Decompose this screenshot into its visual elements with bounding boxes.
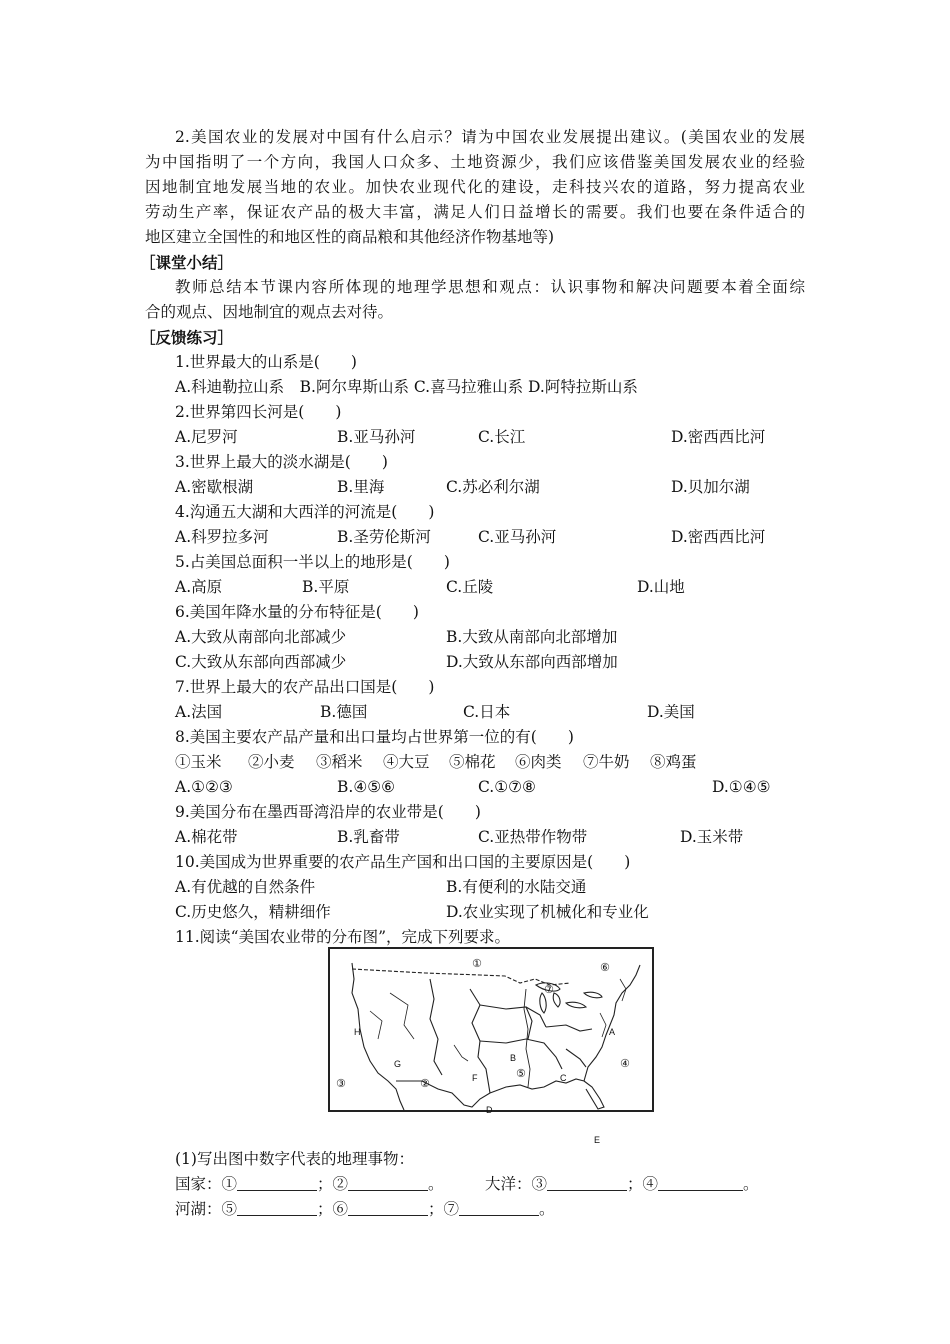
question-6-option-a: A.大致从南部向北部减少 xyxy=(175,628,347,646)
map-label-e: E xyxy=(594,1135,601,1145)
end-2: 。 xyxy=(428,1175,444,1193)
fill-row-oceans xyxy=(485,1172,759,1197)
question-4-option-a: A.科罗拉多河 xyxy=(175,528,269,546)
blank-1[interactable] xyxy=(237,1174,317,1191)
river-label: 河湖：⑤ xyxy=(175,1200,238,1218)
question-1-options: A.科迪勒拉山系 B.阿尔卑斯山系 C.喜马拉雅山系 D.阿特拉斯山系 xyxy=(175,378,638,396)
question-10-option-b: B.有便利的水陆交通 xyxy=(446,878,587,896)
question-2-option-c: C.长江 xyxy=(478,428,526,446)
question-7-option-b: B.德国 xyxy=(320,703,368,721)
question-8-item-1: ①玉米 xyxy=(175,753,222,771)
map-outline-svg xyxy=(330,949,652,1145)
question-4-stem: 4.沟通五大湖和大西洋的河流是( ) xyxy=(175,503,435,521)
blank-3[interactable] xyxy=(547,1174,627,1191)
question-6-option-d: D.大致从东部向西部增加 xyxy=(446,653,618,671)
question-9-option-b: B.乳畜带 xyxy=(337,828,400,846)
map-label-g: G xyxy=(394,1059,402,1069)
question-4-option-b: B.圣劳伦斯河 xyxy=(337,528,431,546)
summary-line-2: 合的观点、因地制宜的观点去对待。 xyxy=(145,303,394,321)
question-8-item-8: ⑧鸡蛋 xyxy=(650,753,697,771)
summary-line-1: 教师总结本节课内容所体现的地理学思想和观点：认识事物和解决问题要本着全面综 xyxy=(175,278,805,296)
question-2-option-d: D.密西西比河 xyxy=(671,428,766,446)
fill-instruction: (1)写出图中数字代表的地理事物： xyxy=(175,1150,414,1168)
question-9-option-d: D.玉米带 xyxy=(680,828,744,846)
question-3-stem: 3.世界上最大的淡水湖是( ) xyxy=(175,453,388,471)
map-number-7: ⑦ xyxy=(544,983,554,996)
question-4-option-c: C.亚马孙河 xyxy=(478,528,557,546)
sep-7: ；⑦ xyxy=(428,1200,460,1218)
intro-line-2: 为中国指明了一个方向，我国人口众多、土地资源少，我们应该借鉴美国发展农业的经验 xyxy=(145,153,805,171)
map-number-4: ④ xyxy=(620,1057,630,1070)
map-number-3: ③ xyxy=(336,1077,346,1090)
question-9-option-a: A.棉花带 xyxy=(175,828,238,846)
question-6-stem: 6.美国年降水量的分布特征是( ) xyxy=(175,603,419,621)
question-6-option-b: B.大致从南部向北部增加 xyxy=(446,628,618,646)
intro-line-3: 因地制宜地发展当地的农业。加快农业现代化的建设，走科技兴农的道路，努力提高农业 xyxy=(145,178,805,196)
question-8-item-2: ②小麦 xyxy=(248,753,295,771)
question-3-option-d: D.贝加尔湖 xyxy=(671,478,750,496)
blank-2[interactable] xyxy=(348,1174,428,1191)
question-8-item-7: ⑦牛奶 xyxy=(583,753,630,771)
question-5-option-a: A.高原 xyxy=(175,578,223,596)
question-7-option-a: A.法国 xyxy=(175,703,223,721)
map-number-5: ⑤ xyxy=(516,1067,526,1080)
map-number-2: ② xyxy=(420,1077,430,1090)
map-label-c: C xyxy=(560,1073,567,1083)
question-8-option-c: C.①⑦⑧ xyxy=(478,778,536,796)
question-8-item-3: ③稻米 xyxy=(316,753,363,771)
blank-4[interactable] xyxy=(658,1174,743,1191)
question-2-option-b: B.亚马孙河 xyxy=(337,428,416,446)
map-number-6: ⑥ xyxy=(600,961,610,974)
blank-6[interactable] xyxy=(348,1199,428,1216)
fill-row-countries xyxy=(175,1172,444,1197)
question-10-stem: 10.美国成为世界重要的农产品生产国和出口国的主要原因是( ) xyxy=(175,853,631,871)
question-3-option-a: A.密歇根湖 xyxy=(175,478,254,496)
intro-line-1: 2.美国农业的发展对中国有什么启示？请为中国农业发展提出建议。(美国农业的发展 xyxy=(175,128,805,146)
map-label-d: D xyxy=(486,1105,493,1115)
map-label-h: H xyxy=(354,1027,361,1037)
question-9-stem: 9.美国分布在墨西哥湾沿岸的农业带是( ) xyxy=(175,803,481,821)
question-8-item-5: ⑤棉花 xyxy=(449,753,496,771)
question-8-stem: 8.美国主要农产品产量和出口量均占世界第一位的有( ) xyxy=(175,728,574,746)
fill-row-rivers xyxy=(175,1197,555,1222)
question-7-option-c: C.日本 xyxy=(463,703,511,721)
question-8-item-4: ④大豆 xyxy=(383,753,430,771)
question-5-option-d: D.山地 xyxy=(637,578,685,596)
question-7-stem: 7.世界上最大的农产品出口国是( ) xyxy=(175,678,435,696)
country-label: 国家：① xyxy=(175,1175,238,1193)
question-4-option-d: D.密西西比河 xyxy=(671,528,766,546)
sep-4: ；④ xyxy=(627,1175,659,1193)
question-5-stem: 5.占美国总面积一半以上的地形是( ) xyxy=(175,553,450,571)
question-10-option-d: D.农业实现了机械化和专业化 xyxy=(446,903,649,921)
summary-heading: ［课堂小结］ xyxy=(140,253,234,272)
question-8-option-a: A.①②③ xyxy=(175,778,233,796)
map-label-b: B xyxy=(510,1053,517,1063)
question-10-option-c: C.历史悠久，精耕细作 xyxy=(175,903,331,921)
question-3-option-b: B.里海 xyxy=(337,478,385,496)
sep-2: ；② xyxy=(317,1175,349,1193)
question-7-option-d: D.美国 xyxy=(647,703,695,721)
question-5-option-c: C.丘陵 xyxy=(446,578,494,596)
intro-line-5: 地区建立全国性的和地区性的商品粮和其他经济作物基地等) xyxy=(145,228,555,246)
sep-6: ；⑥ xyxy=(317,1200,349,1218)
question-2-stem: 2.世界第四长河是( ) xyxy=(175,403,342,421)
map-label-f: F xyxy=(472,1073,478,1083)
question-1-stem: 1.世界最大的山系是( ) xyxy=(175,353,357,371)
blank-5[interactable] xyxy=(237,1199,317,1216)
question-11-stem: 11.阅读“美国农业带的分布图”，完成下列要求。 xyxy=(175,928,510,946)
blank-7[interactable] xyxy=(459,1199,539,1216)
end-7: 。 xyxy=(539,1200,555,1218)
question-8-option-d: D.①④⑤ xyxy=(712,778,771,796)
question-6-option-c: C.大致从东部向西部减少 xyxy=(175,653,347,671)
question-5-option-b: B.平原 xyxy=(302,578,350,596)
question-8-option-b: B.④⑤⑥ xyxy=(337,778,396,796)
question-10-option-a: A.有优越的自然条件 xyxy=(175,878,316,896)
intro-line-4: 劳动生产率，保证农产品的极大丰富，满足人们日益增长的需要。我们也要在条件适合的 xyxy=(145,203,805,221)
end-4: 。 xyxy=(743,1175,759,1193)
question-3-option-c: C.苏必利尔湖 xyxy=(446,478,540,496)
us-agriculture-belt-map xyxy=(328,947,654,1145)
question-9-option-c: C.亚热带作物带 xyxy=(478,828,588,846)
map-number-1: ① xyxy=(472,957,482,970)
ocean-label: 大洋：③ xyxy=(485,1175,548,1193)
map-label-a: A xyxy=(609,1027,616,1037)
question-8-item-6: ⑥肉类 xyxy=(515,753,562,771)
practice-heading: ［反馈练习］ xyxy=(140,328,234,347)
question-2-option-a: A.尼罗河 xyxy=(175,428,238,446)
